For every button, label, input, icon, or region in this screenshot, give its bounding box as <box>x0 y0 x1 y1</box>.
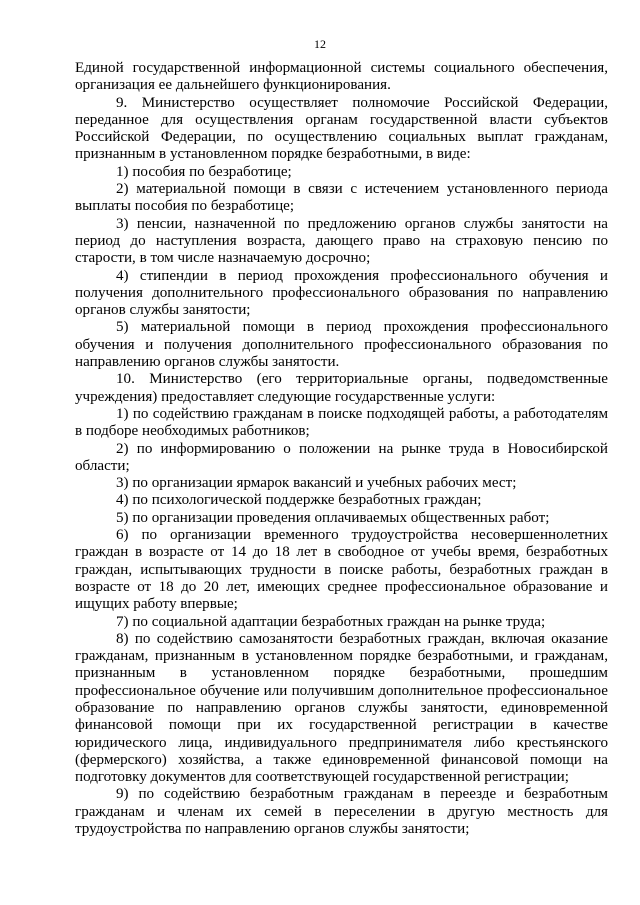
paragraph-sub-9-1: 1) пособия по безработице; <box>116 163 292 180</box>
paragraph-sub-9-3: 3) пенсии, назначенной по предложению органов службы занятости на период до наступления возраста, дающего право на страховую пенсию по старости, в том числе назначаемую досрочно; <box>75 215 608 267</box>
paragraph-sub-10-9: 9) по содействию безработным гражданам в переезде и безработным гражданам и членам их семей в переселении в другую местность для трудоустройства по направлению органов службы занятости; <box>75 786 608 838</box>
paragraph-sub-10-8: 8) по содействию самозанятости безработных граждан, включая оказание гражданам, признанным в установленном порядке безработными, и гражданам, признанным в установленном порядке безработными, прошедшим профессиональное обучение или получившим дополнительное профессиональное образование по направлению органов службы занятости, единовременной финансовой помощи при их государственной регистрации в качестве юридического лица, индивидуального предпринимателя либо крестьянского (фермерского) хозяйства, а также единовременной финансовой помощи на подготовку документов для соответствующей государственной регистрации; <box>75 630 608 786</box>
paragraph-sub-9-4: 4) стипендии в период прохождения профессионального обучения и получения дополнительного профессионального образования по направлению органов службы занятости; <box>75 267 608 319</box>
document-body <box>75 60 608 838</box>
paragraph-sub-10-3: 3) по организации ярмарок вакансий и учебных рабочих мест; <box>116 475 517 492</box>
page-number: 12 <box>314 37 326 51</box>
paragraph-item-9: 9. Министерство осуществляет полномочие Российской Федерации, переданное для осуществления органам государственной власти субъектов Российской Федерации, по осуществлению социальных выплат гражданам, признанным в установленном порядке безработными, в виде: <box>75 94 608 163</box>
paragraph-sub-10-2: 2) по информированию о положении на рынке труда в Новосибирской области; <box>75 440 608 474</box>
paragraph-sub-10-6: 6) по организации временного трудоустройства несовершеннолетних граждан в возрасте от 14 до 18 лет в свободное от учебы время, безработных граждан, испытывающих трудности в поиске работы, безработных граждан в возрасте от 18 до 20 лет, имеющих среднее профессиональное образование и ищущих работу впервые; <box>75 527 608 613</box>
paragraph-continuation: Единой государственной информационной системы социального обеспечения, организация ее дальнейшего функционирования. <box>75 60 608 94</box>
paragraph-item-10: 10. Министерство (его территориальные органы, подведомственные учреждения) предоставляет следующие государственные услуги: <box>75 371 608 405</box>
paragraph-sub-10-4: 4) по психологической поддержке безработных граждан; <box>116 492 482 509</box>
paragraph-sub-9-5: 5) материальной помощи в период прохождения профессионального обучения и получения дополнительного профессионального образования по направлению органов службы занятости. <box>75 319 608 371</box>
paragraph-sub-10-7: 7) по социальной адаптации безработных граждан на рынке труда; <box>116 613 546 630</box>
paragraph-sub-9-2: 2) материальной помощи в связи с истечением установленного периода выплаты пособия по безработице; <box>75 181 608 215</box>
paragraph-sub-10-1: 1) по содействию гражданам в поиске подходящей работы, а работодателям в подборе необходимых работников; <box>75 405 608 440</box>
paragraph-sub-10-5: 5) по организации проведения оплачиваемых общественных работ; <box>116 509 550 526</box>
